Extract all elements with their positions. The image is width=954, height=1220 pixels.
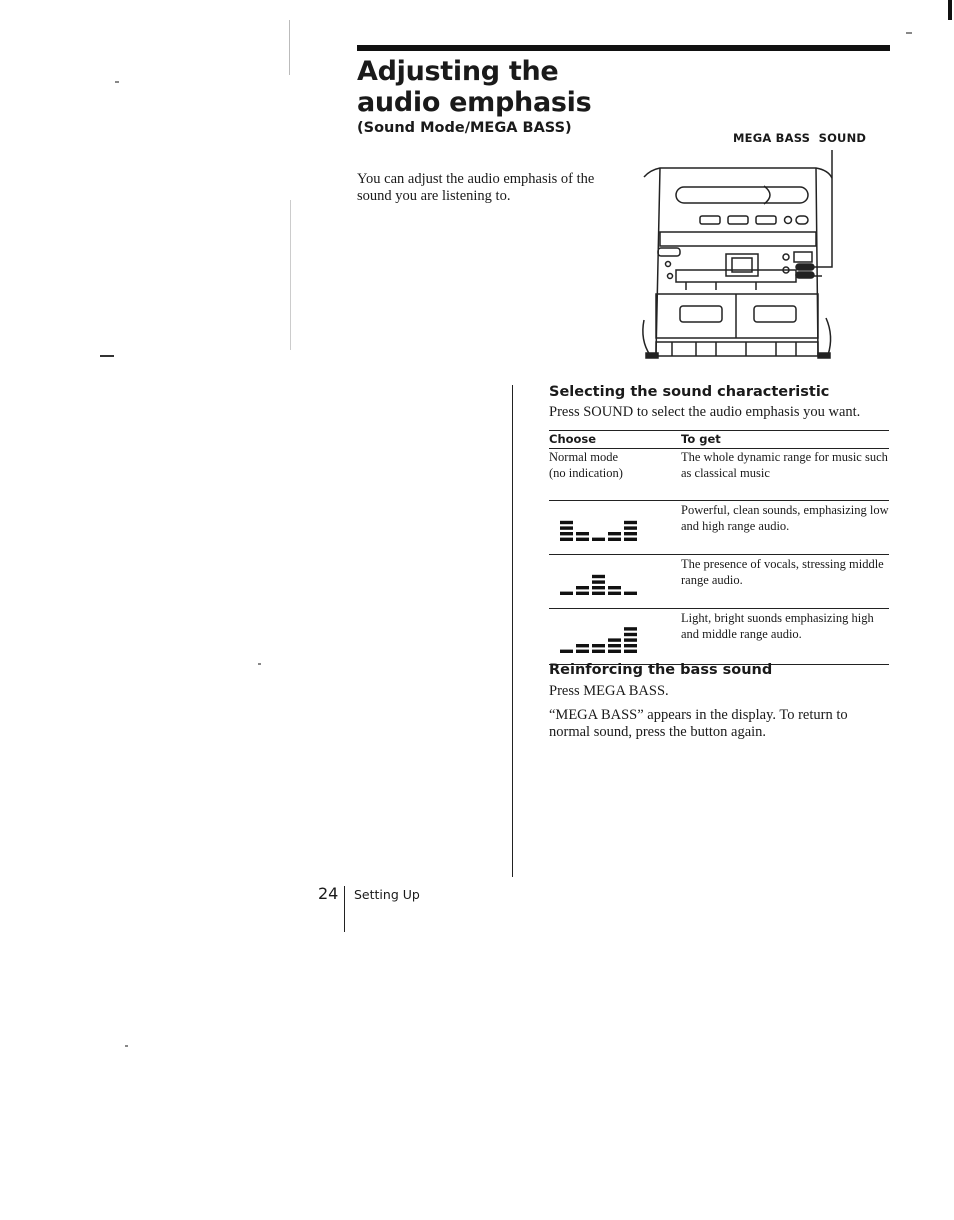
eq-segment <box>592 592 605 595</box>
to-get-cell: The whole dynamic range for music such as classical music <box>681 449 889 501</box>
eq-segment <box>576 644 589 647</box>
eq-segment <box>576 532 589 535</box>
eq-segment <box>576 592 589 595</box>
scan-speck <box>125 1045 128 1047</box>
column-header-choose: Choose <box>549 431 681 449</box>
section-text-sound: Press SOUND to select the audio emphasis you want. <box>549 404 861 420</box>
eq-segment <box>560 592 573 595</box>
section-heading-sound: Selecting the sound characteristic <box>549 384 830 400</box>
scan-speck <box>258 663 261 665</box>
to-get-cell: The presence of vocals, stressing middle range audio. <box>681 555 889 609</box>
diagram-labels <box>733 131 866 145</box>
mega-bass-label: MEGA BASS <box>733 131 811 145</box>
eq-segment <box>608 638 621 641</box>
page-title-line-1: Adjusting the <box>357 56 559 87</box>
choose-cell <box>549 501 681 555</box>
eq-segment <box>592 650 605 653</box>
intro-paragraph: You can adjust the audio emphasis of the sound you are listening to. <box>357 171 595 204</box>
page-subtitle: (Sound Mode/MEGA BASS) <box>357 120 572 136</box>
sound-mode-table <box>549 430 889 665</box>
table-row <box>549 609 889 665</box>
eq-segment <box>624 592 637 595</box>
scan-speck <box>100 355 114 357</box>
eq-segment <box>560 650 573 653</box>
eq-segment <box>608 644 621 647</box>
eq-high-mid-icon <box>549 611 639 657</box>
scan-speck <box>115 81 119 83</box>
eq-segment <box>608 586 621 589</box>
to-get-cell: Light, bright suonds emphasizing high and middle range audio. <box>681 609 889 665</box>
eq-segment <box>592 538 605 541</box>
eq-segment <box>624 532 637 535</box>
eq-segment <box>608 592 621 595</box>
choose-cell <box>549 449 681 501</box>
page-title <box>357 56 657 118</box>
eq-segment <box>560 532 573 535</box>
eq-segment <box>576 538 589 541</box>
footer-rule <box>344 886 345 932</box>
eq-segment <box>592 644 605 647</box>
scan-speck <box>290 200 291 350</box>
eq-segment <box>624 633 637 636</box>
title-rule <box>357 45 890 51</box>
scan-speck <box>906 32 912 34</box>
eq-segment <box>576 586 589 589</box>
eq-segment <box>608 538 621 541</box>
table-header-row <box>549 431 889 449</box>
eq-segment <box>576 650 589 653</box>
stereo-unit-illustration <box>636 150 836 360</box>
bass-instruction: Press MEGA BASS. <box>549 683 669 699</box>
eq-segment <box>624 538 637 541</box>
eq-mid-icon <box>549 557 639 599</box>
table-row <box>549 555 889 609</box>
to-get-cell: Powerful, clean sounds, emphasizing low and high range audio. <box>681 501 889 555</box>
corner-mark <box>948 0 952 20</box>
column-header-to-get: To get <box>681 431 889 449</box>
eq-low-high-icon <box>549 503 639 545</box>
eq-segment <box>624 521 637 524</box>
table-row <box>549 501 889 555</box>
footer-section-name: Setting Up <box>354 887 420 902</box>
eq-segment <box>560 538 573 541</box>
eq-segment <box>560 526 573 529</box>
section-heading-bass: Reinforcing the bass sound <box>549 662 773 678</box>
page-number: 24 <box>318 884 339 903</box>
eq-segment <box>624 650 637 653</box>
normal-mode-label: Normal mode (no indication) <box>549 450 623 480</box>
eq-segment <box>624 526 637 529</box>
eq-segment <box>592 586 605 589</box>
choose-cell <box>549 609 681 665</box>
eq-segment <box>560 521 573 524</box>
eq-segment <box>592 575 605 578</box>
table-row <box>549 449 889 501</box>
eq-segment <box>624 627 637 630</box>
scan-speck <box>289 20 290 75</box>
eq-segment <box>624 638 637 641</box>
bass-description: “MEGA BASS” appears in the display. To return to normal sound, press the button again. <box>549 707 848 740</box>
eq-segment <box>608 532 621 535</box>
choose-cell <box>549 555 681 609</box>
page-title-line-2: audio emphasis <box>357 87 592 118</box>
sound-label: SOUND <box>818 131 867 145</box>
column-divider <box>512 385 513 877</box>
eq-segment <box>592 580 605 583</box>
eq-segment <box>624 644 637 647</box>
eq-segment <box>608 650 621 653</box>
